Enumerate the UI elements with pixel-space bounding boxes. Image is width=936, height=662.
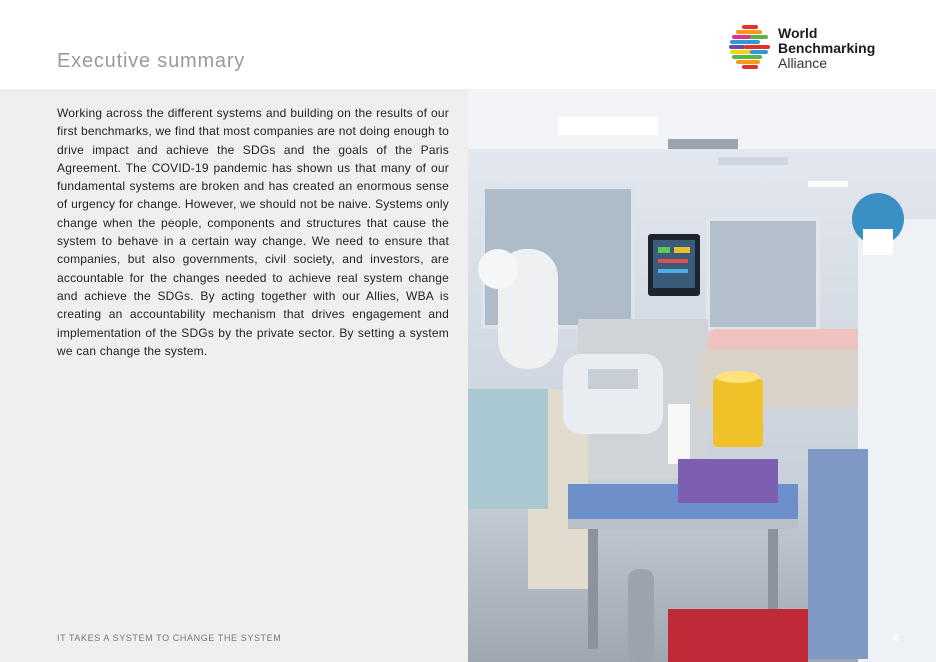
- hospital-photo: [468, 89, 936, 662]
- page-header: [0, 0, 936, 89]
- wba-logo-icon: [728, 23, 774, 71]
- logo-line-world: World: [778, 25, 818, 41]
- logo-line-alliance: Alliance: [778, 55, 828, 71]
- summary-paragraph: Working across the different systems and building on the results of our first benchmarks, we find that most companies are not doing enough to drive impact and achieve the SDGs and the goals of the Paris Agreement. The COVID-19 pandemic has shown us that many of our fundamental systems are broken and has created an enormous sense of urgency for change. However, we should not be naive. Systems only change when the people, components and structures that cause the system to behave in a certain way change. We need to ensure that companies, but also governments, civil society, and investors, are accountable for the changes needed to achieve real system change and achieve the SDGs. By acting together with our Allies, WBA is creating an accountability mechanism that drives engagement and implementation of the SDGs by the private sector. By setting a system we can change the system.: [57, 106, 449, 358]
- logo-line-benchmarking: Benchmarking: [778, 40, 876, 56]
- page-title: Executive summary: [57, 50, 246, 72]
- page-number: 4: [893, 633, 899, 644]
- hospital-ward-illustration: [468, 89, 936, 662]
- wba-logo-text: [778, 26, 875, 71]
- footer-tagline: IT TAKES A SYSTEM TO CHANGE THE SYSTEM: [57, 633, 282, 643]
- wba-logo: [728, 23, 888, 73]
